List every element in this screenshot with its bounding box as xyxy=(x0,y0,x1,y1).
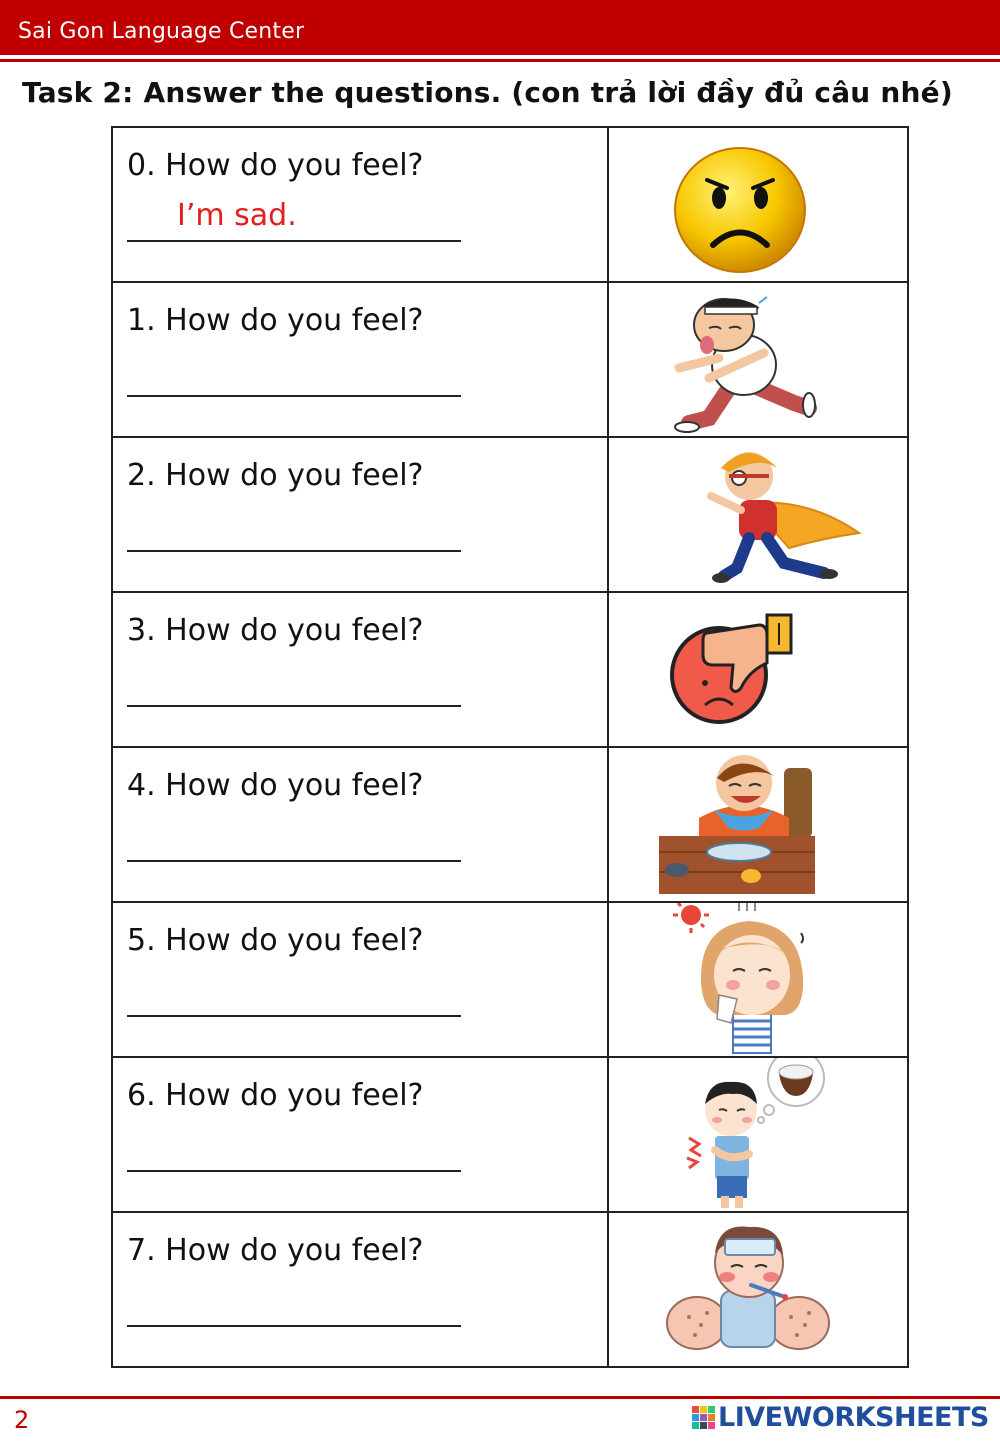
center-name: Sai Gon Language Center xyxy=(18,19,305,44)
answer-line[interactable] xyxy=(127,240,461,242)
image-cell xyxy=(608,282,908,437)
full-boy-table-icon xyxy=(609,748,907,901)
question-cell xyxy=(112,1212,608,1367)
answer-line[interactable] xyxy=(127,395,461,397)
page-number: 2 xyxy=(14,1406,30,1434)
image-cell xyxy=(608,902,908,1057)
question-text: 7. How do you feel? xyxy=(127,1233,424,1268)
image-cell xyxy=(608,1212,908,1367)
table-row xyxy=(112,747,908,902)
table-row xyxy=(112,437,908,592)
image-cell xyxy=(608,437,908,592)
question-text: 1. How do you feel? xyxy=(127,303,424,338)
task-title: Task 2: Answer the questions. (con trả lời đầy đủ câu nhé) xyxy=(22,76,953,109)
question-text: 6. How do you feel? xyxy=(127,1078,424,1113)
table-row xyxy=(112,902,908,1057)
answer-line[interactable] xyxy=(127,1170,461,1172)
table-row xyxy=(112,592,908,747)
question-cell xyxy=(112,282,608,437)
answer-line[interactable] xyxy=(127,1015,461,1017)
question-cell xyxy=(112,747,608,902)
question-text: 0. How do you feel? xyxy=(127,148,424,183)
worksheet-table xyxy=(111,126,909,1368)
answer-line[interactable] xyxy=(127,1325,461,1327)
page-header xyxy=(0,0,1000,55)
image-cell xyxy=(608,747,908,902)
question-cell xyxy=(112,437,608,592)
superhero-boy-icon xyxy=(609,438,907,591)
question-cell xyxy=(112,902,608,1057)
answer-line[interactable] xyxy=(127,705,461,707)
table-row xyxy=(112,1212,908,1367)
answer-text: I’m sad. xyxy=(177,198,297,233)
answer-line[interactable] xyxy=(127,860,461,862)
sick-boy-thermometer-icon xyxy=(609,1213,907,1366)
question-text: 2. How do you feel? xyxy=(127,458,424,493)
table-row xyxy=(112,127,908,282)
footer-divider xyxy=(0,1396,1000,1399)
sad-face-icon xyxy=(609,128,907,281)
brand-name: LIVEWORKSHEETS xyxy=(718,1402,989,1433)
table-row xyxy=(112,1057,908,1212)
hot-girl-sun-icon xyxy=(609,903,907,1056)
image-cell xyxy=(608,592,908,747)
question-cell xyxy=(112,1057,608,1212)
tired-runner-icon xyxy=(609,283,907,436)
liveworksheets-logo-icon xyxy=(692,1406,716,1430)
question-text: 4. How do you feel? xyxy=(127,768,424,803)
question-text: 3. How do you feel? xyxy=(127,613,424,648)
answer-line[interactable] xyxy=(127,550,461,552)
image-cell xyxy=(608,1057,908,1212)
thumbs-down-face-icon xyxy=(609,593,907,746)
hungry-boy-rice-icon xyxy=(609,1058,907,1211)
header-divider xyxy=(0,59,1000,62)
question-text: 5. How do you feel? xyxy=(127,923,424,958)
table-row xyxy=(112,282,908,437)
question-cell xyxy=(112,127,608,282)
question-cell xyxy=(112,592,608,747)
image-cell xyxy=(608,127,908,282)
